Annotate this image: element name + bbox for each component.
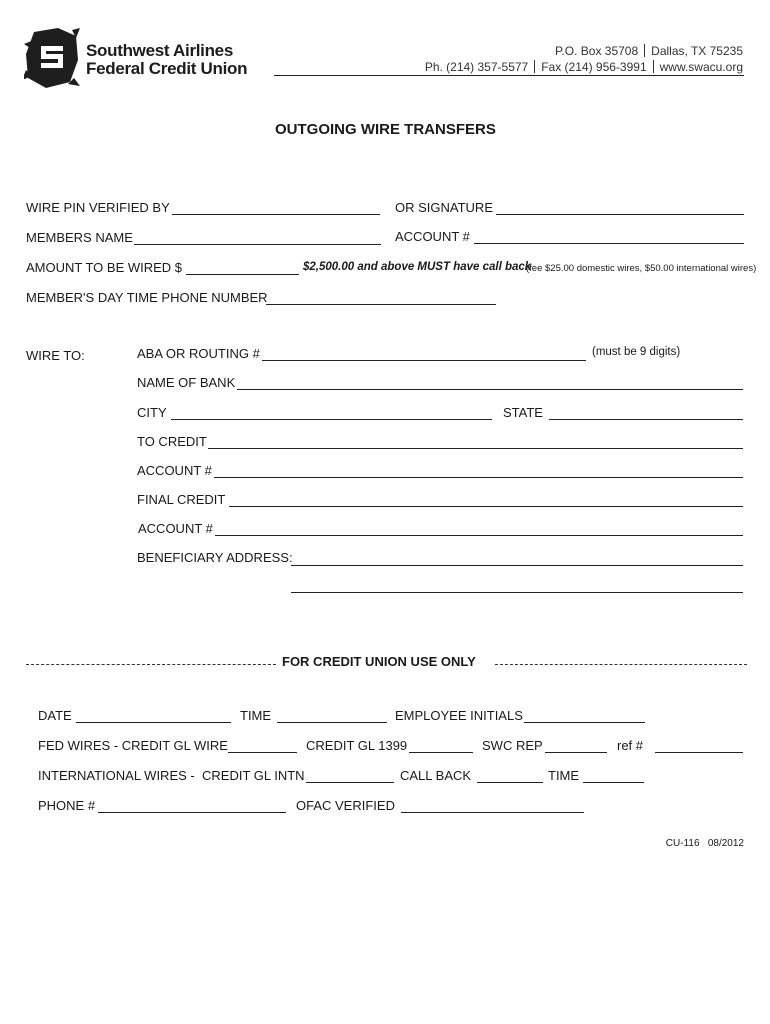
phone: Ph. (214) 357-5577	[424, 60, 529, 74]
employee-initials-field[interactable]	[524, 722, 645, 723]
call-back-field[interactable]	[477, 782, 543, 783]
credit-gl-1399-label: CREDIT GL 1399	[306, 738, 408, 753]
header-rule	[274, 75, 744, 76]
header-address-line	[555, 44, 743, 58]
address: P.O. Box 35708	[554, 44, 639, 58]
section-divider-left	[26, 664, 276, 665]
account-field[interactable]	[474, 243, 744, 244]
aba-field[interactable]	[262, 360, 586, 361]
org-name-line2: Federal Credit Union	[86, 59, 248, 78]
employee-initials-label: EMPLOYEE INITIALS	[395, 708, 523, 723]
swc-rep-field[interactable]	[545, 752, 607, 753]
credit-gl-1399-field[interactable]	[409, 752, 473, 753]
section-divider-right	[495, 664, 747, 665]
date-label: DATE	[38, 708, 72, 723]
time2-label: TIME	[548, 768, 580, 783]
fax: Fax (214) 956-3991	[541, 60, 647, 74]
signature-label: OR SIGNATURE	[395, 200, 493, 215]
account1-field[interactable]	[214, 477, 743, 478]
divider	[644, 44, 645, 57]
website: www.swacu.org	[659, 60, 743, 74]
bank-name-field[interactable]	[237, 389, 743, 390]
account1-label: ACCOUNT #	[137, 463, 212, 478]
amount-label: AMOUNT TO BE WIRED $	[26, 260, 183, 275]
ofac-field[interactable]	[401, 812, 584, 813]
header-contact-line	[425, 60, 743, 74]
cu-phone-field[interactable]	[98, 812, 286, 813]
swacu-logo-icon	[24, 26, 80, 90]
aba-label: ABA OR ROUTING #	[137, 346, 260, 361]
state-field[interactable]	[549, 419, 743, 420]
members-name-field[interactable]	[134, 244, 381, 245]
to-credit-label: TO CREDIT	[137, 434, 207, 449]
time2-field[interactable]	[583, 782, 644, 783]
phone-label: MEMBER'S DAY TIME PHONE NUMBER	[26, 290, 268, 305]
form-title: OUTGOING WIRE TRANSFERS	[275, 121, 496, 138]
phone-field[interactable]	[266, 304, 496, 305]
form-number: CU-116 08/2012	[665, 838, 744, 849]
final-credit-field[interactable]	[229, 506, 743, 507]
city-field[interactable]	[171, 419, 492, 420]
wire-to-label: WIRE TO:	[26, 348, 85, 363]
final-credit-label: FINAL CREDIT	[137, 492, 226, 507]
beneficiary-label: BENEFICIARY ADDRESS:	[137, 550, 293, 565]
pin-verified-field[interactable]	[172, 214, 380, 215]
time-label: TIME	[240, 708, 272, 723]
ref-label: ref #	[617, 738, 644, 753]
call-back-label: CALL BACK	[400, 768, 472, 783]
cu-use-heading: FOR CREDIT UNION USE ONLY	[282, 654, 476, 669]
aba-note: (must be 9 digits)	[592, 346, 681, 358]
cu-phone-label: PHONE #	[38, 798, 96, 813]
signature-field[interactable]	[496, 214, 744, 215]
ofac-label: OFAC VERIFIED	[296, 798, 395, 813]
state-label: STATE	[503, 405, 543, 420]
credit-gl-intn-label: CREDIT GL INTN	[202, 768, 305, 783]
account2-field[interactable]	[215, 535, 743, 536]
bank-name-label: NAME OF BANK	[137, 375, 236, 390]
beneficiary-field-2[interactable]	[291, 592, 743, 593]
city: Dallas, TX 75235	[651, 44, 743, 58]
city-label: CITY	[137, 405, 167, 420]
account2-label: ACCOUNT #	[138, 521, 213, 536]
time-field[interactable]	[277, 722, 387, 723]
account-label: ACCOUNT #	[395, 229, 470, 244]
fed-wires-field[interactable]	[228, 752, 297, 753]
callback-note: $2,500.00 and above MUST have call back	[303, 261, 532, 273]
swc-rep-label: SWC REP	[482, 738, 543, 753]
ref-field[interactable]	[655, 752, 743, 753]
credit-gl-intn-field[interactable]	[306, 782, 394, 783]
date-field[interactable]	[76, 722, 231, 723]
to-credit-field[interactable]	[208, 448, 743, 449]
divider	[653, 60, 654, 73]
divider	[534, 60, 535, 73]
members-name-label: MEMBERS NAME	[26, 230, 133, 245]
intl-wires-label: INTERNATIONAL WIRES -	[38, 768, 195, 783]
beneficiary-field-1[interactable]	[291, 565, 743, 566]
fee-note: (fee $25.00 domestic wires, $50.00 international wires)	[526, 263, 757, 274]
org-name-line1: Southwest Airlines	[86, 41, 233, 60]
fed-wires-label: FED WIRES - CREDIT GL WIRE	[38, 738, 228, 753]
amount-field[interactable]	[186, 274, 299, 275]
pin-verified-label: WIRE PIN VERIFIED BY	[26, 200, 170, 215]
